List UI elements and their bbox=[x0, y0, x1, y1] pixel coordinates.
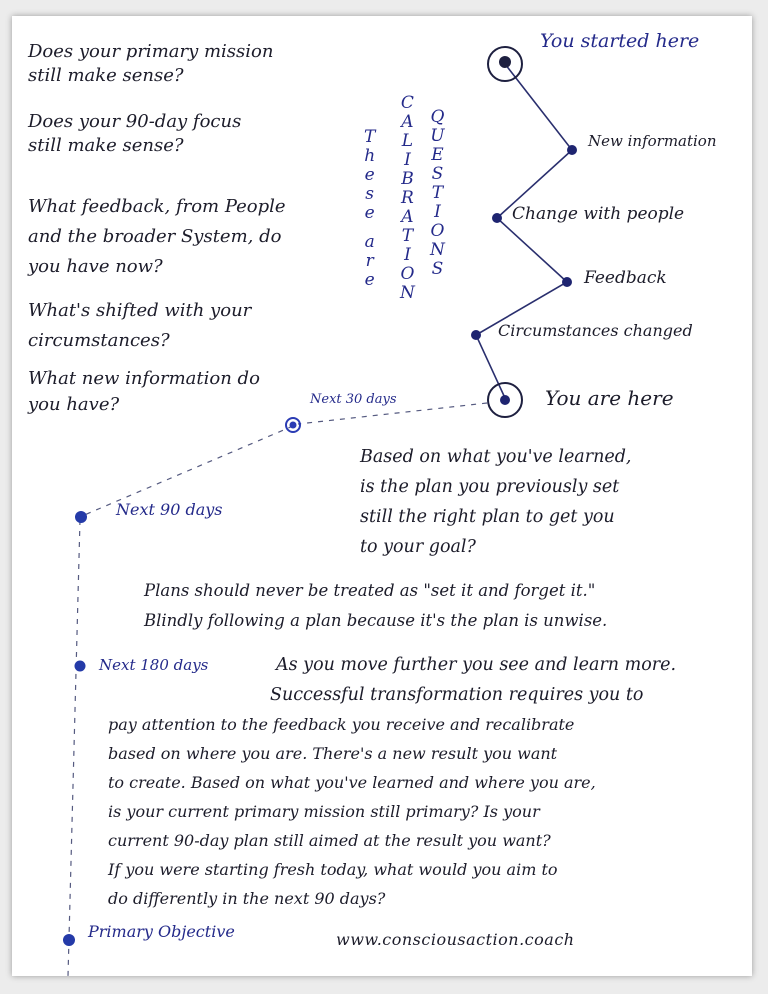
new-info-dot bbox=[567, 145, 577, 155]
body-line: is your current primary mission still primary? Is your bbox=[108, 802, 540, 821]
vertical-letter: A bbox=[401, 112, 414, 132]
plans-line: Plans should never be treated as "set it and forget it." bbox=[144, 581, 596, 600]
label-you-started-here: You started here bbox=[540, 30, 700, 52]
vertical-letter: L bbox=[401, 131, 414, 151]
dash-90-to-primary bbox=[68, 520, 80, 976]
vertical-letter: N bbox=[400, 283, 415, 303]
body-line: to create. Based on what you've learned and where you are, bbox=[108, 773, 596, 792]
vertical-letter: r bbox=[365, 251, 374, 271]
question-line: circumstances? bbox=[28, 330, 170, 351]
vertical-letter: R bbox=[401, 188, 414, 208]
question-line: Does your 90-day focus bbox=[28, 111, 242, 132]
vertical-letter: s bbox=[365, 184, 375, 204]
vertical-letter: Q bbox=[430, 107, 445, 127]
feedback-dot bbox=[562, 277, 572, 287]
label-next-30-days: Next 30 days bbox=[310, 392, 397, 407]
body-paragraph bbox=[108, 710, 596, 913]
vertical-title-calibration bbox=[400, 94, 415, 303]
vertical-letter: S bbox=[431, 164, 444, 184]
vertical-letter: a bbox=[364, 232, 375, 252]
based-on-question bbox=[360, 442, 632, 562]
plans-note bbox=[144, 576, 607, 636]
website-url: www.consciousaction.coach bbox=[336, 930, 575, 949]
question-line: Does your primary mission bbox=[28, 41, 274, 62]
vertical-letter: I bbox=[404, 150, 411, 170]
vertical-letter: e bbox=[364, 203, 375, 223]
question-feedback bbox=[28, 192, 286, 282]
vertical-letter: T bbox=[401, 226, 414, 246]
circumstances-dot bbox=[471, 330, 481, 340]
vertical-title-questions bbox=[430, 108, 445, 279]
label-you-are-here: You are here bbox=[545, 386, 674, 410]
vertical-letter: A bbox=[401, 207, 414, 227]
body-line: current 90-day plan still aimed at the result you want? bbox=[108, 831, 551, 850]
based-on-line: Based on what you've learned, bbox=[360, 447, 632, 467]
next90-dot bbox=[75, 511, 87, 523]
vertical-letter: I bbox=[434, 202, 441, 222]
vertical-letter: O bbox=[400, 264, 415, 284]
vertical-letter: N bbox=[430, 240, 445, 260]
plans-line: Blindly following a plan because it's the plan is unwise. bbox=[144, 611, 608, 630]
body-line: If you were starting fresh today, what would you aim to bbox=[108, 860, 558, 879]
question-line: What feedback, from People bbox=[28, 196, 286, 217]
vertical-letter: O bbox=[430, 221, 445, 241]
question-new-information bbox=[28, 366, 260, 418]
label-feedback: Feedback bbox=[584, 268, 667, 288]
label-next-180-days: Next 180 days bbox=[99, 656, 209, 674]
based-on-line: still the right plan to get you bbox=[360, 507, 615, 527]
based-on-line: to your goal? bbox=[360, 537, 476, 557]
primary-dot bbox=[63, 934, 75, 946]
vertical-letter: e bbox=[364, 165, 375, 185]
vertical-title-these-are bbox=[364, 128, 375, 290]
body-line-1: As you move further you see and learn more. bbox=[276, 655, 677, 675]
vertical-letter: I bbox=[404, 245, 411, 265]
question-line: What new information do bbox=[28, 368, 260, 389]
start-dot bbox=[499, 56, 511, 68]
body-line: based on where you are. There's a new result you want bbox=[108, 744, 558, 763]
label-circumstances-changed: Circumstances changed bbox=[498, 321, 693, 340]
next30-dot bbox=[290, 422, 297, 429]
label-primary-objective: Primary Objective bbox=[88, 922, 235, 941]
vertical-letter: S bbox=[431, 259, 444, 279]
next180-dot bbox=[75, 661, 86, 672]
label-change-with-people: Change with people bbox=[512, 204, 685, 224]
vertical-letter: E bbox=[431, 145, 444, 165]
question-90-day-focus bbox=[28, 110, 241, 158]
here-dot bbox=[500, 395, 510, 405]
label-next-90-days: Next 90 days bbox=[116, 500, 223, 519]
question-line: you have now? bbox=[28, 256, 163, 277]
question-line: What's shifted with your bbox=[28, 300, 252, 321]
label-new-information: New information bbox=[588, 132, 717, 150]
question-line: and the broader System, do bbox=[28, 226, 282, 247]
question-primary-mission bbox=[28, 40, 273, 88]
vertical-letter: e bbox=[364, 270, 375, 290]
vertical-letter: B bbox=[401, 169, 414, 189]
vertical-letter: h bbox=[364, 146, 376, 166]
question-line: you have? bbox=[28, 394, 120, 415]
question-circumstances bbox=[28, 296, 251, 356]
vertical-letter: T bbox=[364, 127, 376, 147]
zigzag-path bbox=[476, 64, 572, 398]
change-people-dot bbox=[492, 213, 502, 223]
body-line: do differently in the next 90 days? bbox=[108, 889, 386, 908]
vertical-letter: U bbox=[430, 126, 445, 146]
vertical-letter: T bbox=[431, 183, 444, 203]
body-line: pay attention to the feedback you receive and recalibrate bbox=[108, 715, 575, 734]
vertical-letter: C bbox=[400, 93, 414, 113]
question-line: still make sense? bbox=[28, 135, 184, 156]
based-on-line: is the plan you previously set bbox=[360, 477, 620, 497]
body-line-2: Successful transformation requires you to bbox=[270, 685, 644, 705]
question-line: still make sense? bbox=[28, 65, 184, 86]
